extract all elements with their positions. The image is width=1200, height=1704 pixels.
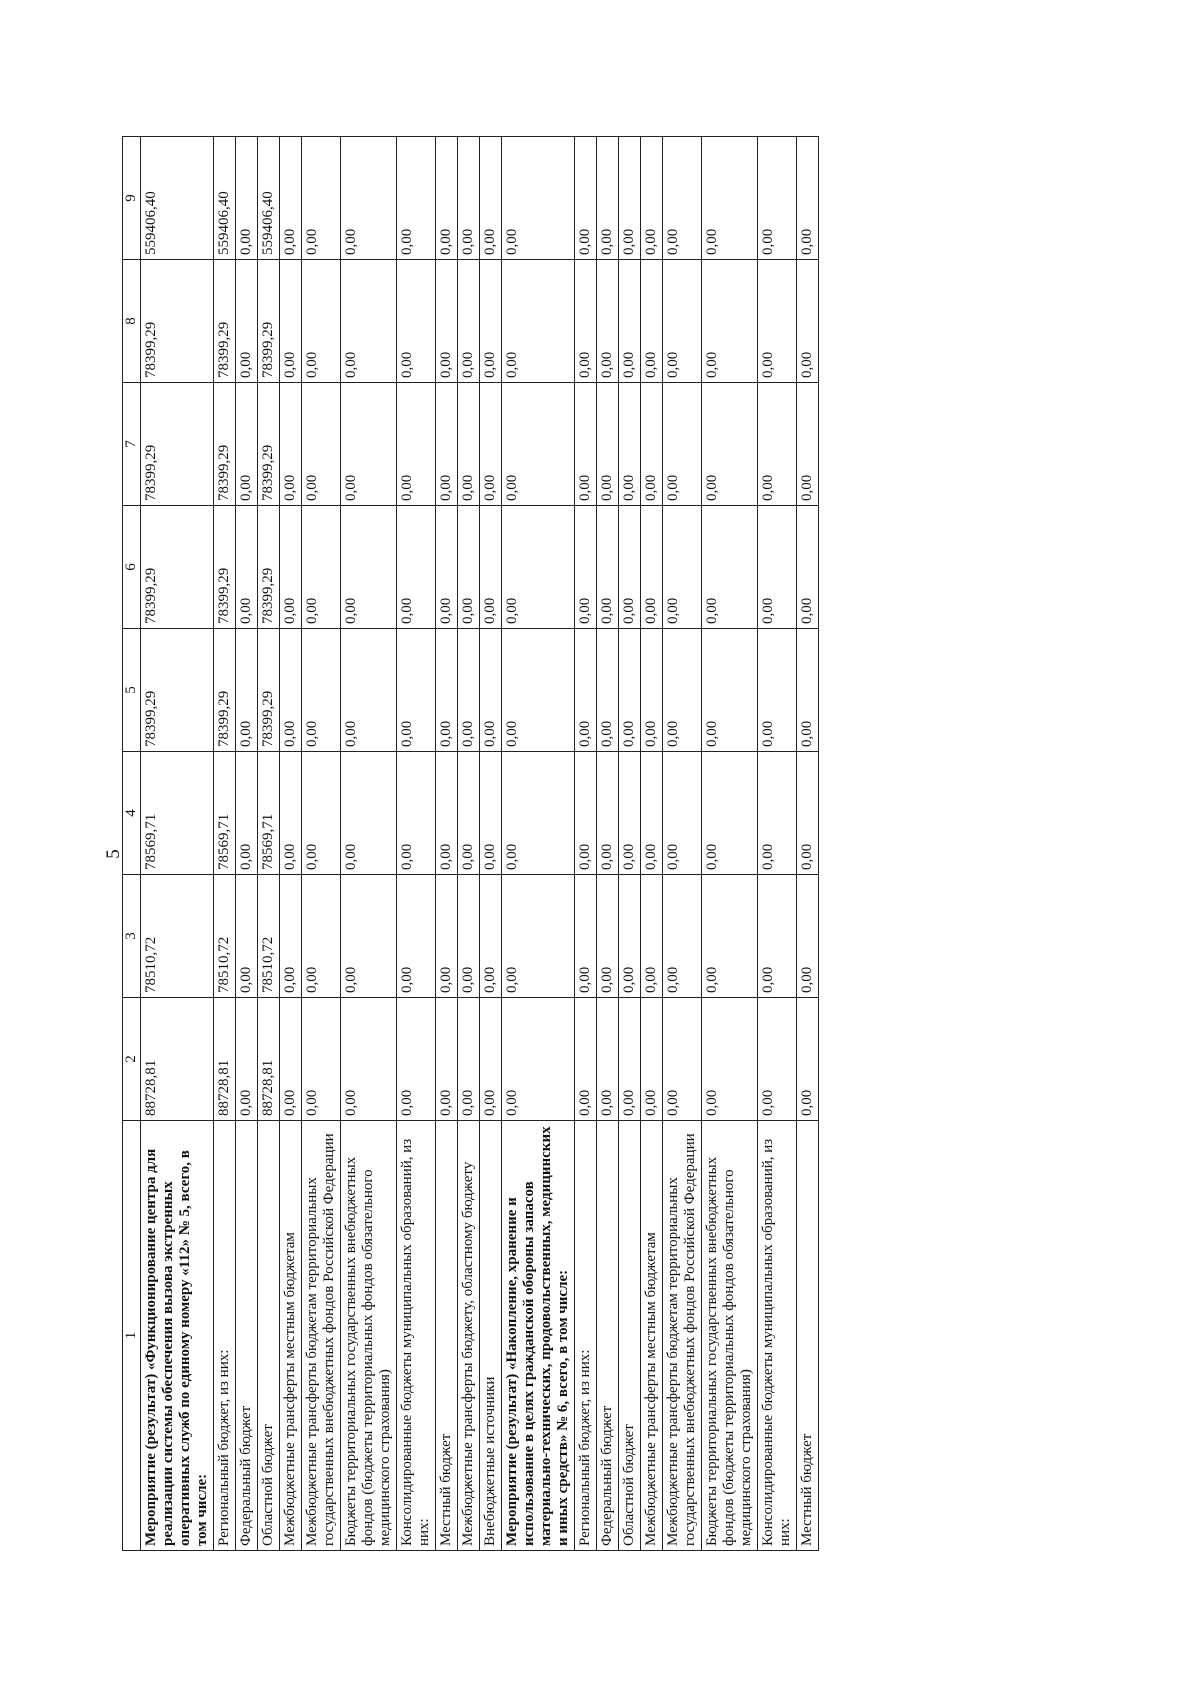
cell-value: 0,00	[597, 260, 619, 383]
cell-value: 0,00	[341, 629, 397, 752]
cell-value: 0,00	[236, 629, 258, 752]
cell-value: 88728,81	[214, 998, 236, 1121]
cell-value: 78399,29	[258, 383, 280, 506]
cell-value: 0,00	[575, 137, 597, 260]
cell-value: 78399,29	[214, 506, 236, 629]
table-row	[302, 137, 341, 1551]
cell-value: 0,00	[341, 998, 397, 1121]
cell-value: 0,00	[236, 506, 258, 629]
cell-value: 78399,29	[141, 506, 214, 629]
cell-value: 78569,71	[141, 752, 214, 875]
table-row	[236, 137, 258, 1551]
table-row	[458, 137, 480, 1551]
row-label: Областной бюджет	[258, 1121, 280, 1551]
cell-value: 0,00	[502, 383, 575, 506]
cell-value: 0,00	[480, 383, 502, 506]
cell-value: 0,00	[641, 875, 663, 998]
cell-value: 0,00	[397, 383, 436, 506]
row-label: Внебюджетные источники	[480, 1121, 502, 1551]
row-label: Бюджеты территориальных государственных внебюджетных фондов (бюджеты территориальных фондов обязательного медицинского страхования)	[341, 1121, 397, 1551]
cell-value: 0,00	[502, 629, 575, 752]
cell-value: 0,00	[575, 629, 597, 752]
row-label: Межбюджетные трансферты местным бюджетам	[280, 1121, 302, 1551]
cell-value: 0,00	[619, 875, 641, 998]
cell-value: 0,00	[280, 875, 302, 998]
table-row	[480, 137, 502, 1551]
cell-value: 559406,40	[141, 137, 214, 260]
table-row	[797, 137, 819, 1551]
cell-value: 0,00	[575, 752, 597, 875]
cell-value: 0,00	[302, 137, 341, 260]
cell-value: 78569,71	[214, 752, 236, 875]
row-label: Региональный бюджет, из них:	[214, 1121, 236, 1551]
cell-value: 0,00	[619, 752, 641, 875]
cell-value: 0,00	[502, 998, 575, 1121]
cell-value: 0,00	[641, 752, 663, 875]
table-row	[575, 137, 597, 1551]
cell-value: 0,00	[397, 998, 436, 1121]
page-number: 5	[103, 849, 124, 859]
cell-value: 0,00	[458, 752, 480, 875]
cell-value: 0,00	[641, 137, 663, 260]
cell-value: 0,00	[458, 875, 480, 998]
cell-value: 0,00	[663, 629, 702, 752]
cell-value: 0,00	[575, 998, 597, 1121]
cell-value: 0,00	[663, 506, 702, 629]
cell-value: 0,00	[702, 875, 758, 998]
cell-value: 559406,40	[214, 137, 236, 260]
cell-value: 0,00	[341, 260, 397, 383]
cell-value: 0,00	[397, 260, 436, 383]
cell-value: 0,00	[280, 629, 302, 752]
cell-value: 0,00	[797, 875, 819, 998]
cell-value: 0,00	[236, 998, 258, 1121]
cell-value: 0,00	[575, 506, 597, 629]
cell-value: 0,00	[702, 383, 758, 506]
table-row	[597, 137, 619, 1551]
column-number-header: 7	[123, 383, 141, 506]
cell-value: 0,00	[663, 137, 702, 260]
column-number-header: 4	[123, 752, 141, 875]
cell-value: 0,00	[758, 752, 797, 875]
cell-value: 78510,72	[258, 875, 280, 998]
cell-value: 0,00	[436, 260, 458, 383]
table-body	[141, 137, 819, 1551]
cell-value: 0,00	[280, 506, 302, 629]
cell-value: 0,00	[236, 752, 258, 875]
cell-value: 0,00	[480, 752, 502, 875]
table-row	[641, 137, 663, 1551]
cell-value: 0,00	[302, 998, 341, 1121]
cell-value: 0,00	[702, 137, 758, 260]
column-number-header: 3	[123, 875, 141, 998]
cell-value: 0,00	[702, 506, 758, 629]
cell-value: 0,00	[458, 998, 480, 1121]
cell-value: 0,00	[280, 998, 302, 1121]
table-row	[341, 137, 397, 1551]
table-row	[663, 137, 702, 1551]
row-label: Консолидированные бюджеты муниципальных образований, из них:	[397, 1121, 436, 1551]
cell-value: 0,00	[436, 752, 458, 875]
cell-value: 0,00	[341, 506, 397, 629]
cell-value: 0,00	[436, 383, 458, 506]
cell-value: 0,00	[575, 383, 597, 506]
cell-value: 0,00	[236, 383, 258, 506]
cell-value: 0,00	[619, 383, 641, 506]
cell-value: 0,00	[597, 137, 619, 260]
cell-value: 88728,81	[258, 998, 280, 1121]
table-row	[397, 137, 436, 1551]
cell-value: 0,00	[397, 137, 436, 260]
cell-value: 559406,40	[258, 137, 280, 260]
cell-value: 0,00	[797, 383, 819, 506]
table-row	[758, 137, 797, 1551]
table-row	[141, 137, 214, 1551]
cell-value: 0,00	[758, 875, 797, 998]
column-number-header: 8	[123, 260, 141, 383]
cell-value: 0,00	[236, 260, 258, 383]
cell-value: 0,00	[702, 752, 758, 875]
cell-value: 0,00	[758, 629, 797, 752]
row-label: Мероприятие (результат) «Функционирование центра для реализации системы обеспечения вызова экстренных оперативных служб по единому номеру «112» № 5, всего, в том числе:	[141, 1121, 214, 1551]
cell-value: 0,00	[458, 260, 480, 383]
budget-table	[122, 136, 819, 1551]
cell-value: 0,00	[458, 137, 480, 260]
column-number-header: 5	[123, 629, 141, 752]
cell-value: 0,00	[797, 137, 819, 260]
column-number-header: 2	[123, 998, 141, 1121]
cell-value: 0,00	[597, 875, 619, 998]
row-label: Федеральный бюджет	[597, 1121, 619, 1551]
cell-value: 0,00	[641, 383, 663, 506]
cell-value: 0,00	[502, 137, 575, 260]
row-label: Межбюджетные трансферты местным бюджетам	[641, 1121, 663, 1551]
cell-value: 0,00	[597, 383, 619, 506]
cell-value: 0,00	[597, 752, 619, 875]
table-row	[619, 137, 641, 1551]
cell-value: 0,00	[480, 137, 502, 260]
cell-value: 0,00	[663, 752, 702, 875]
cell-value: 0,00	[397, 506, 436, 629]
cell-value: 0,00	[597, 506, 619, 629]
cell-value: 0,00	[341, 752, 397, 875]
cell-value: 0,00	[280, 752, 302, 875]
cell-value: 0,00	[502, 260, 575, 383]
cell-value: 0,00	[619, 629, 641, 752]
cell-value: 0,00	[480, 506, 502, 629]
cell-value: 0,00	[436, 506, 458, 629]
row-label: Федеральный бюджет	[236, 1121, 258, 1551]
cell-value: 0,00	[341, 875, 397, 998]
cell-value: 78399,29	[258, 260, 280, 383]
cell-value: 0,00	[480, 875, 502, 998]
cell-value: 78399,29	[214, 260, 236, 383]
cell-value: 0,00	[236, 875, 258, 998]
cell-value: 0,00	[702, 998, 758, 1121]
cell-value: 0,00	[758, 383, 797, 506]
cell-value: 0,00	[663, 875, 702, 998]
cell-value: 0,00	[502, 506, 575, 629]
cell-value: 0,00	[663, 383, 702, 506]
cell-value: 0,00	[436, 875, 458, 998]
cell-value: 0,00	[436, 137, 458, 260]
cell-value: 0,00	[280, 260, 302, 383]
row-label: Мероприятие (результат) «Накопление, хранение и использование в целях гражданской обороны запасов материально-технических, продовольственных, медицинских и иных средств» № 6, всего, в том числе:	[502, 1121, 575, 1551]
cell-value: 0,00	[302, 506, 341, 629]
table-row	[502, 137, 575, 1551]
cell-value: 78399,29	[258, 629, 280, 752]
row-label: Местный бюджет	[797, 1121, 819, 1551]
cell-value: 0,00	[397, 629, 436, 752]
cell-value: 0,00	[436, 629, 458, 752]
cell-value: 78399,29	[214, 383, 236, 506]
cell-value: 78399,29	[141, 383, 214, 506]
cell-value: 0,00	[797, 998, 819, 1121]
column-number-header-row	[123, 137, 141, 1551]
table-row	[214, 137, 236, 1551]
cell-value: 0,00	[663, 260, 702, 383]
column-number-header: 1	[123, 1121, 141, 1551]
cell-value: 0,00	[641, 629, 663, 752]
row-label: Межбюджетные трансферты бюджетам территориальных государственных внебюджетных фондов Российской Федерации	[663, 1121, 702, 1551]
table-row	[258, 137, 280, 1551]
column-number-header: 9	[123, 137, 141, 260]
cell-value: 0,00	[758, 260, 797, 383]
cell-value: 0,00	[758, 998, 797, 1121]
cell-value: 0,00	[302, 629, 341, 752]
cell-value: 0,00	[341, 137, 397, 260]
cell-value: 0,00	[797, 260, 819, 383]
cell-value: 78569,71	[258, 752, 280, 875]
cell-value: 0,00	[641, 506, 663, 629]
cell-value: 0,00	[302, 875, 341, 998]
cell-value: 0,00	[502, 875, 575, 998]
row-label: Бюджеты территориальных государственных внебюджетных фондов (бюджеты территориальных фондов обязательного медицинского страхования)	[702, 1121, 758, 1551]
cell-value: 0,00	[480, 629, 502, 752]
column-number-header: 6	[123, 506, 141, 629]
cell-value: 0,00	[341, 383, 397, 506]
cell-value: 0,00	[436, 998, 458, 1121]
cell-value: 0,00	[597, 998, 619, 1121]
row-label: Консолидированные бюджеты муниципальных образований, из них:	[758, 1121, 797, 1551]
cell-value: 0,00	[302, 752, 341, 875]
cell-value: 0,00	[575, 875, 597, 998]
cell-value: 0,00	[619, 260, 641, 383]
cell-value: 0,00	[619, 506, 641, 629]
table-row	[436, 137, 458, 1551]
row-label: Региональный бюджет, из них:	[575, 1121, 597, 1551]
cell-value: 0,00	[397, 875, 436, 998]
row-label: Областной бюджет	[619, 1121, 641, 1551]
cell-value: 78510,72	[214, 875, 236, 998]
budget-table-container	[122, 137, 1042, 1551]
cell-value: 0,00	[597, 629, 619, 752]
cell-value: 0,00	[458, 506, 480, 629]
cell-value: 78399,29	[141, 260, 214, 383]
row-label: Межбюджетные трансферты бюджету, областному бюджету	[458, 1121, 480, 1551]
table-row	[280, 137, 302, 1551]
cell-value: 0,00	[236, 137, 258, 260]
cell-value: 0,00	[797, 752, 819, 875]
cell-value: 78510,72	[141, 875, 214, 998]
cell-value: 0,00	[641, 998, 663, 1121]
cell-value: 0,00	[641, 260, 663, 383]
table-row	[702, 137, 758, 1551]
cell-value: 0,00	[302, 260, 341, 383]
cell-value: 0,00	[619, 137, 641, 260]
row-label: Межбюджетные трансферты бюджетам территориальных государственных внебюджетных фондов Российской Федерации	[302, 1121, 341, 1551]
cell-value: 78399,29	[141, 629, 214, 752]
cell-value: 0,00	[502, 752, 575, 875]
cell-value: 0,00	[702, 629, 758, 752]
cell-value: 88728,81	[141, 998, 214, 1121]
cell-value: 0,00	[758, 506, 797, 629]
cell-value: 78399,29	[214, 629, 236, 752]
cell-value: 0,00	[663, 998, 702, 1121]
cell-value: 0,00	[458, 629, 480, 752]
cell-value: 0,00	[702, 260, 758, 383]
cell-value: 0,00	[575, 260, 597, 383]
cell-value: 0,00	[619, 998, 641, 1121]
cell-value: 0,00	[797, 506, 819, 629]
cell-value: 0,00	[280, 383, 302, 506]
cell-value: 0,00	[280, 137, 302, 260]
cell-value: 0,00	[458, 383, 480, 506]
cell-value: 0,00	[797, 629, 819, 752]
cell-value: 0,00	[480, 260, 502, 383]
cell-value: 0,00	[302, 383, 341, 506]
cell-value: 0,00	[480, 998, 502, 1121]
cell-value: 78399,29	[258, 506, 280, 629]
cell-value: 0,00	[758, 137, 797, 260]
row-label: Местный бюджет	[436, 1121, 458, 1551]
cell-value: 0,00	[397, 752, 436, 875]
